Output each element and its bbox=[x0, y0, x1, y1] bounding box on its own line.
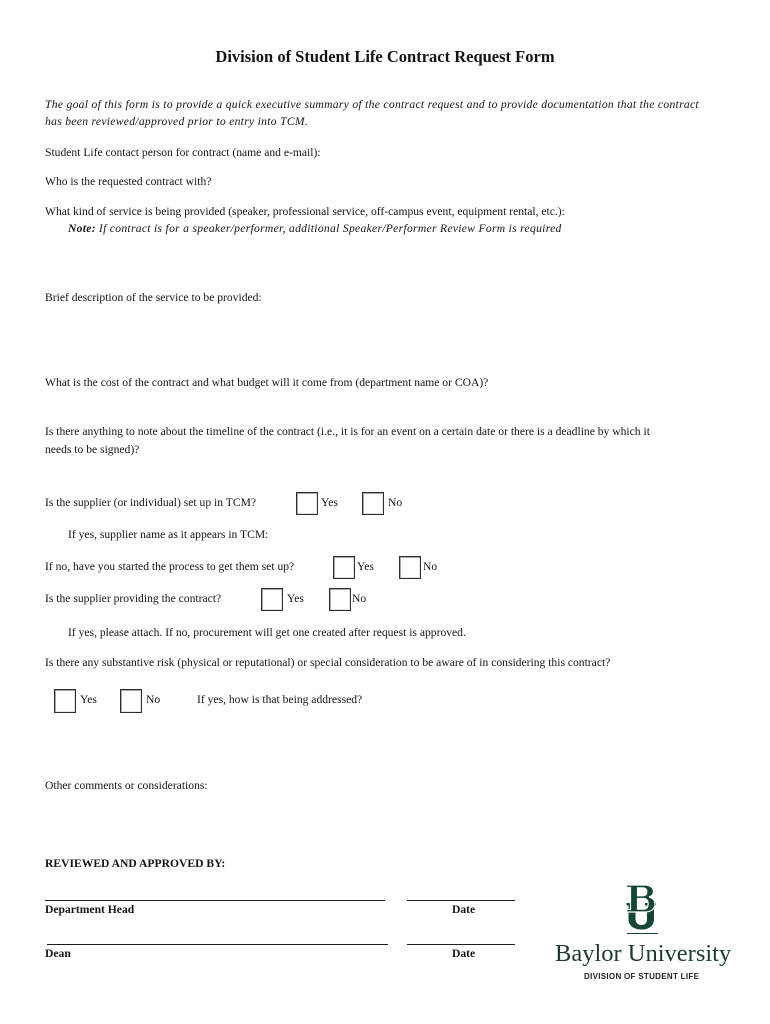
supplier-name-label: If yes, supplier name as it appears in TCM: bbox=[68, 528, 269, 541]
speaker-note bbox=[68, 222, 562, 236]
attach-contract-note: If yes, please attach. If no, procurement will get one created after request is approved. bbox=[68, 626, 466, 639]
risk-no-label: No bbox=[146, 693, 161, 706]
supplier-in-tcm-no-label: No bbox=[388, 496, 403, 509]
cost-budget-label: What is the cost of the contract and what budget will it come from (department name or COA)? bbox=[45, 376, 489, 389]
supplier-providing-contract-yes-checkbox[interactable] bbox=[261, 588, 283, 611]
approval-heading: REVIEWED AND APPROVED BY: bbox=[45, 857, 226, 870]
contract-with-label: Who is the requested contract with? bbox=[45, 175, 212, 188]
university-wordmark: Baylor University bbox=[555, 940, 732, 967]
department-head-date-line bbox=[407, 900, 515, 901]
logo-divider bbox=[627, 933, 658, 934]
supplier-providing-contract-label: Is the supplier providing the contract? bbox=[45, 592, 222, 605]
department-head-signature-line bbox=[45, 900, 385, 901]
risk-yes-checkbox[interactable] bbox=[54, 689, 76, 713]
service-kind-label: What kind of service is being provided (speaker, professional service, off-campus event, equipment rental, etc.): bbox=[45, 205, 565, 218]
form-title: Division of Student Life Contract Request Form bbox=[215, 47, 555, 66]
setup-started-yes-checkbox[interactable] bbox=[333, 556, 355, 579]
supplier-in-tcm-yes-label: Yes bbox=[321, 496, 338, 509]
dean-date-label: Date bbox=[452, 947, 476, 960]
service-description-label: Brief description of the service to be provided: bbox=[45, 291, 262, 304]
intro-text-line-1: The goal of this form is to provide a quick executive summary of the contract request and to provide documentation that the contract bbox=[45, 98, 699, 111]
baylor-bu-monogram-icon bbox=[623, 884, 660, 930]
division-wordmark: DIVISION OF STUDENT LIFE bbox=[584, 972, 700, 981]
note-label: Note: bbox=[68, 222, 96, 235]
other-comments-label: Other comments or considerations: bbox=[45, 779, 208, 792]
department-head-date-label: Date bbox=[452, 903, 476, 916]
timeline-label-line-1: Is there anything to note about the timeline of the contract (i.e., it is for an event on a certain date or there is a deadline by which it bbox=[45, 425, 650, 438]
supplier-in-tcm-no-checkbox[interactable] bbox=[362, 492, 384, 515]
intro-text-line-2: has been reviewed/approved prior to entry into TCM. bbox=[45, 115, 309, 128]
setup-started-no-checkbox[interactable] bbox=[399, 556, 421, 579]
risk-no-checkbox[interactable] bbox=[120, 689, 142, 713]
department-head-label: Department Head bbox=[45, 903, 135, 916]
setup-started-no-label: No bbox=[423, 560, 438, 573]
setup-started-yes-label: Yes bbox=[357, 560, 374, 573]
supplier-in-tcm-label: Is the supplier (or individual) set up in TCM? bbox=[45, 496, 257, 509]
supplier-providing-contract-yes-label: Yes bbox=[287, 592, 304, 605]
dean-label: Dean bbox=[45, 947, 71, 960]
supplier-providing-contract-no-checkbox[interactable] bbox=[329, 588, 351, 611]
contact-person-label: Student Life contact person for contract (name and e-mail): bbox=[45, 146, 321, 159]
risk-followup-label: If yes, how is that being addressed? bbox=[197, 693, 363, 706]
dean-signature-line bbox=[47, 944, 388, 945]
setup-started-label: If no, have you started the process to get them set up? bbox=[45, 560, 295, 573]
dean-date-line bbox=[407, 944, 515, 945]
timeline-label-line-2: needs to be signed)? bbox=[45, 443, 140, 456]
risk-yes-label: Yes bbox=[80, 693, 97, 706]
supplier-in-tcm-yes-checkbox[interactable] bbox=[296, 492, 318, 515]
note-text: If contract is for a speaker/performer, additional Speaker/Performer Review Form is required bbox=[98, 222, 562, 235]
risk-label: Is there any substantive risk (physical or reputational) or special consideration to be aware of in considering this contract? bbox=[45, 656, 611, 669]
supplier-providing-contract-no-label: No bbox=[352, 592, 367, 605]
